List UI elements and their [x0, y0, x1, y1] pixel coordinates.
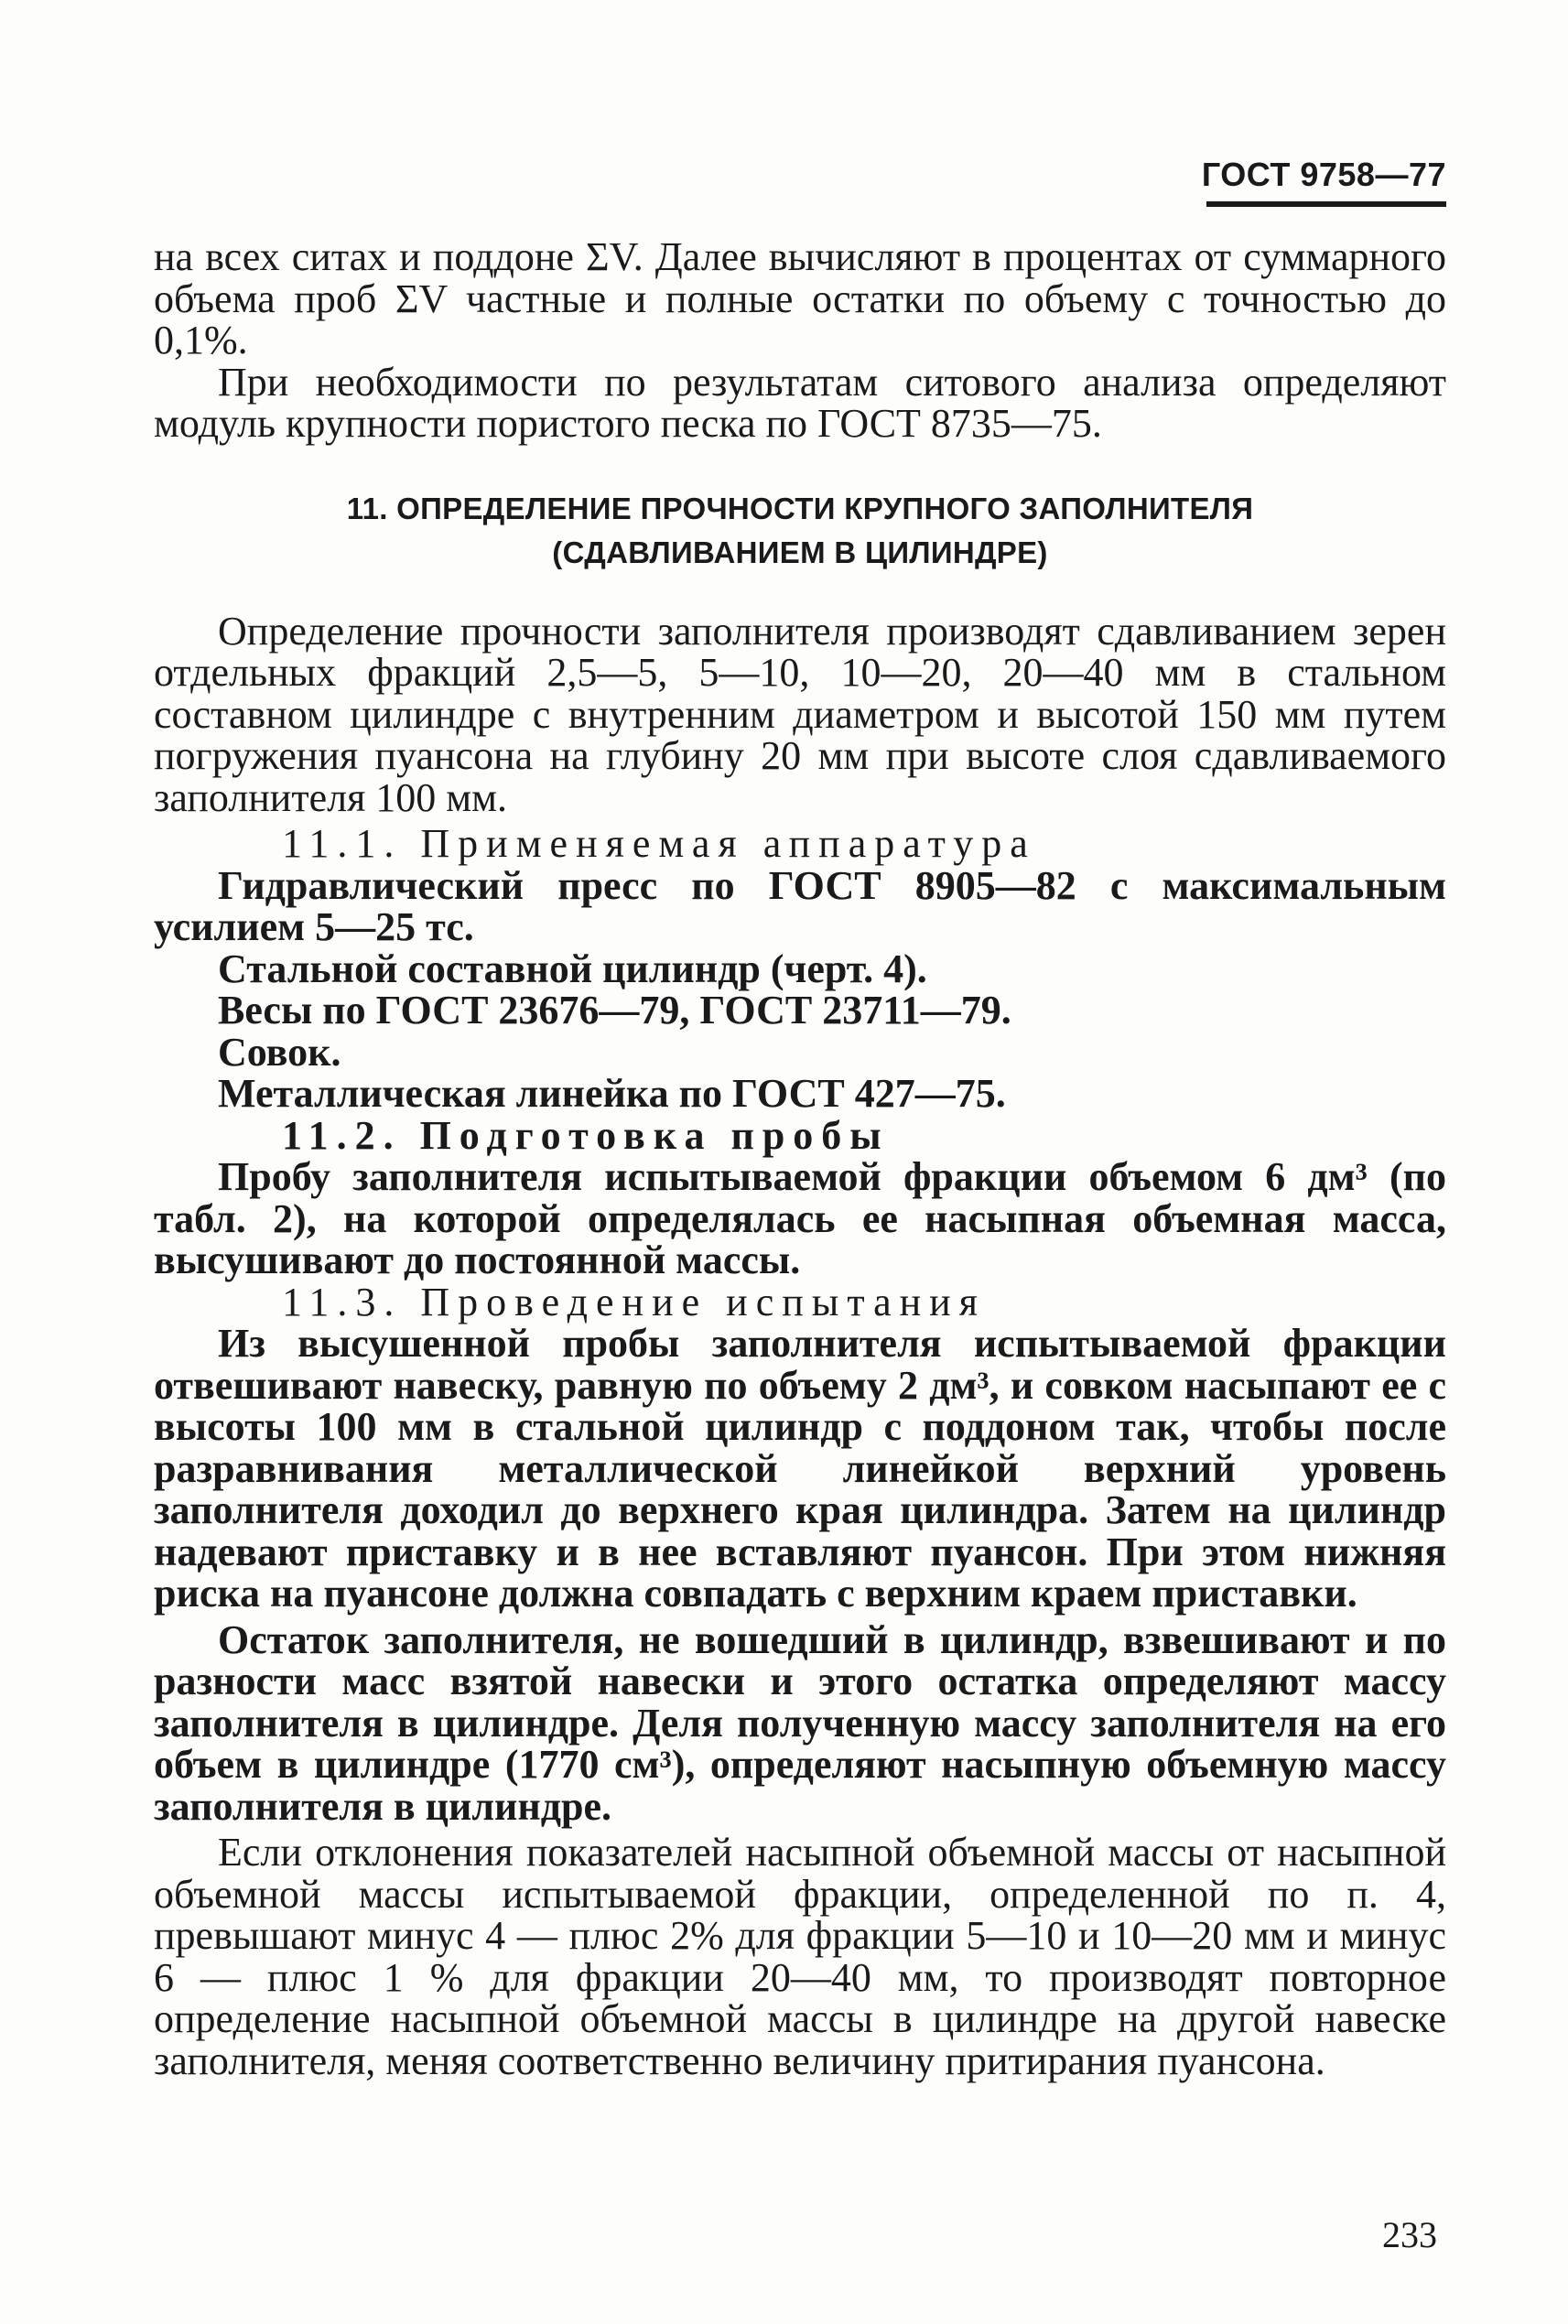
section-heading-line-2: (СДАВЛИВАНИЕМ В ЦИЛИНДРЕ) [552, 535, 1048, 569]
testing-paragraph-1: Из высушенной пробы заполнителя испытываемой фракции отвешивают навеску, равную по объему 2 дм³, и совком насыпают ее с высоты 100 мм в стальной цилиндр с поддоном так, чтобы после разравнивания металлической линейкой верхний уровень заполнителя доходил до верхнего края цилиндра. Затем на цилиндр надевают приставку и в нее вставляют пуансон. При этом нижняя риска на пуансоне должна совпадать с верхним краем приставки. [154, 1321, 1446, 1616]
intro-paragraph-1: на всех ситах и поддоне ΣV. Далее вычисляют в процентах от суммарного объема проб ΣV частные и полные остатки по объему с точностью до 0,1%. [154, 234, 1446, 362]
equipment-item: Стальной составной цилиндр (черт. 4). [218, 946, 927, 991]
intro-paragraph-2: При необходимости по результатам ситового анализа определяют модуль крупности пористого песка по ГОСТ 8735—75. [154, 359, 1446, 446]
standard-header: ГОСТ 9758—77 [1201, 156, 1446, 193]
preparation-paragraph: Пробу заполнителя испытываемой фракции объемом 6 дм³ (по табл. 2), на которой определялась ее насыпная объемная масса, высушивают до постоянной массы. [154, 1154, 1446, 1282]
section-heading [154, 487, 1446, 575]
equipment-item: Гидравлический пресс по ГОСТ 8905—82 с максимальным усилием 5—25 тс. [154, 862, 1446, 949]
header-rule [1206, 201, 1446, 207]
testing-paragraph-3: Если отклонения показателей насыпной объемной массы от насыпной объемной массы испытываемой фракции, определенной по п. 4, превышают минус 4 — плюс 2% для фракции 5—10 и 10—20 мм и минус 6 — плюс 1 % для фракции 20—40 мм, то производят повторное определение насыпной объемной массы в цилиндре на другой навеске заполнителя, меняя соответственно величину притирания пуансона. [154, 1830, 1446, 2083]
preparation-subheading: 11.2. Подготовка пробы [282, 1112, 890, 1158]
equipment-item: Весы по ГОСТ 23676—79, ГОСТ 23711—79. [218, 988, 1011, 1032]
section-heading-line-1: 11. ОПРЕДЕЛЕНИЕ ПРОЧНОСТИ КРУПНОГО ЗАПОЛНИТЕЛЯ [346, 491, 1254, 525]
page-content [154, 236, 1446, 2081]
testing-paragraph-2: Остаток заполнителя, не вошедший в цилиндр, взвешивают и по разности масс взятой навески и этого остатка определяют массу заполнителя в цилиндре. Деля полученную массу заполнителя на его объем в цилиндре (1770 см³), определяют насыпную объемную массу заполнителя в цилиндре. [154, 1616, 1446, 1829]
section-intro-paragraph: Определение прочности заполнителя производят сдавливанием зерен отдельных фракций 2,5—5, 5—10, 10—20, 20—40 мм в стальном составном цилиндре с внутренним диаметром и высотой 150 мм путем погружения пуансона на глубину 20 мм при высоте слоя сдавливаемого заполнителя 100 мм. [154, 608, 1446, 820]
page-number: 233 [1382, 2214, 1437, 2255]
testing-subheading: 11.3. Проведение испытания [282, 1279, 986, 1324]
equipment-item: Совок. [218, 1029, 341, 1075]
equipment-item: Металлическая линейка по ГОСТ 427—75. [218, 1071, 1006, 1116]
equipment-subheading: 11.1. Применяемая аппаратура [282, 821, 1036, 866]
